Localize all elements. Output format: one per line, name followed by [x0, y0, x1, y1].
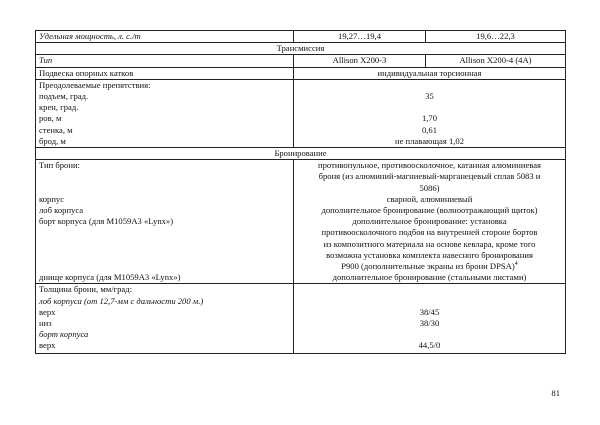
side-top-value: 44,5/0: [418, 340, 441, 351]
footnote-marker: 4: [514, 261, 518, 268]
bottom-label: днище корпуса (для M1059A3 «Lynx»): [39, 272, 181, 283]
armor-labels: [36, 160, 294, 284]
thickness-label: Толщина брони, мм/град:: [39, 284, 132, 295]
armor-header: Бронирование: [36, 148, 566, 160]
side-top-label: верх: [39, 340, 56, 351]
table-row: [36, 67, 566, 79]
table-row: [36, 160, 566, 284]
obstacles-labels: [36, 79, 294, 147]
hull-label: корпус: [39, 193, 65, 204]
armor-type-label: Тип брони:: [39, 160, 80, 171]
table-row: [36, 31, 566, 43]
side-value-line: противоосколочного подбоя на внутренней стороне бортов: [321, 227, 538, 238]
front-value: дополнительное бронирование (волноотражающий щиток): [321, 205, 538, 216]
front-bottom-label: низ: [39, 318, 52, 329]
power-value-2: 19,6…22,3: [426, 31, 566, 43]
ford-label: брод, м: [39, 135, 66, 146]
obstacles-label: Преодолеваемые препятствия:: [39, 79, 151, 90]
thickness-labels: [36, 284, 294, 353]
wall-label: стенка, м: [39, 124, 73, 135]
table-row: [36, 284, 566, 353]
wall-value: 0,61: [421, 124, 438, 135]
spec-table: [35, 30, 566, 354]
climb-label: подъем, град.: [39, 91, 89, 102]
power-label: Удельная мощность, л. с./т: [36, 31, 294, 43]
transmission-type-label: Тип: [36, 55, 294, 67]
thickness-front-label: лоб корпуса (от 12,7-мм с дальности 200 м.): [39, 295, 204, 306]
table-row: [36, 79, 566, 147]
armor-type-value-line: броня (из алюминий-магниевый-марганецевый сплав 5083 и: [318, 171, 541, 182]
roll-value: [297, 102, 562, 113]
table-row: [36, 148, 566, 160]
suspension-label: Подвеска опорных катков: [36, 67, 294, 79]
roll-label: крен, град.: [39, 102, 79, 113]
armor-type-value-line: противопульное, противоосколочное, катанная алюминиевая: [317, 160, 541, 171]
bottom-value: дополнительное бронирование (стальными листами): [332, 272, 527, 283]
side-value-line: возможна установка комплекта навесного бронирования: [326, 249, 533, 260]
side-label: борт корпуса (для M1059A3 «Lynx»): [39, 216, 174, 227]
obstacles-values: [294, 79, 566, 147]
hull-value: сварной, алюминиевый: [386, 193, 473, 204]
side-value-last: [297, 261, 562, 272]
side-value-line: P900 (дополнительные экраны из брони DPSA): [341, 261, 515, 272]
front-top-value: 38/45: [419, 306, 440, 317]
trench-label: ров, м: [39, 113, 62, 124]
armor-type-value-line: 5086): [419, 182, 440, 193]
front-top-label: верх: [39, 306, 56, 317]
armor-values: [294, 160, 566, 284]
side-value-line: из композитного материала на основе кевлара, кроме того: [323, 238, 536, 249]
side-value-line: дополнительное бронирование: установка: [352, 216, 507, 227]
suspension-value: индивидуальная торсионная: [294, 67, 566, 79]
transmission-type-value-2: Allison X200-4 (4A): [426, 55, 566, 67]
thickness-side-label: борт корпуса: [39, 329, 89, 340]
transmission-header: Трансмиссия: [36, 43, 566, 55]
front-label: лоб корпуса: [39, 205, 84, 216]
front-bottom-value: 38/30: [419, 318, 440, 329]
table-row: [36, 55, 566, 67]
climb-value: 35: [425, 91, 434, 101]
ford-value: не плавающая 1,02: [394, 135, 464, 146]
power-value-1: 19,27…19,4: [294, 31, 426, 43]
transmission-type-value-1: Allison X200-3: [294, 55, 426, 67]
thickness-values: [294, 284, 566, 353]
page-number: 81: [551, 388, 560, 398]
trench-value: 1,70: [421, 113, 438, 124]
table-row: [36, 43, 566, 55]
